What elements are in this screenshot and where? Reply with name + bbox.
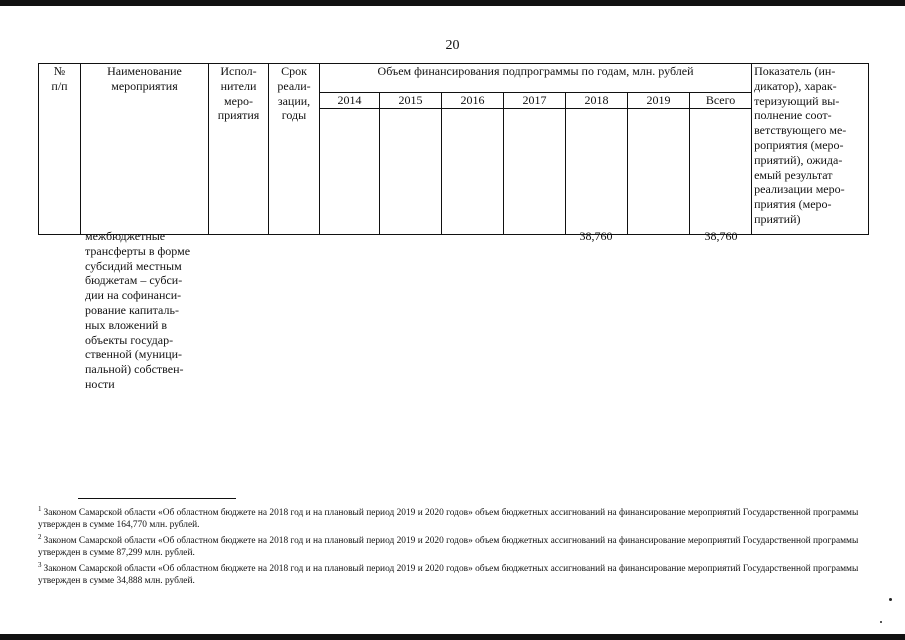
header-term: Срок реали- зации, годы — [269, 64, 320, 235]
scan-speck — [889, 598, 892, 601]
row-value-total: 38,760 — [704, 229, 738, 243]
funding-table — [38, 63, 869, 235]
header-row-1 — [39, 64, 869, 93]
header-num: № п/п — [39, 64, 81, 235]
page-number: 20 — [445, 38, 460, 53]
header-year-2015: 2015 — [380, 93, 442, 109]
header-year-2018: 2018 — [566, 93, 628, 109]
header-year-total: Всего — [690, 93, 752, 109]
scan-bottom-border — [0, 634, 905, 640]
footnotes — [38, 503, 868, 587]
header-indicator: Показатель (ин- дикатор), харак- теризующий вы- полнение соот- ветствующего ме- роприятия (меро- приятий), ожида- емый результат реализации меро- приятия (меро- приятий) — [752, 64, 869, 235]
header-year-2019: 2019 — [628, 93, 690, 109]
blank-cell — [442, 108, 504, 234]
footnote-1: $^1$ Законом Самарской области «Об областном бюджете на 2018 год и на плановый период 2019 и 2020 годов» объем бюджетных ассигнований на финансирование мероприятий Государственной программы утвержден в сумме 164,770 млн. рублей. — [38, 505, 859, 531]
blank-cell — [690, 108, 752, 234]
header-executor: Испол- нители меро- приятия — [209, 64, 269, 235]
blank-cell — [380, 108, 442, 234]
footnote-3: $^3$ Законом Самарской области «Об областном бюджете на 2018 год и на плановый период 2019 и 2020 годов» объем бюджетных ассигнований на финансирование мероприятий Государственной программы утвержден в сумме 34,888 млн. рублей. — [38, 561, 859, 587]
header-name: Наименование мероприятия — [81, 64, 209, 235]
table-row — [0, 229, 905, 399]
header-year-2014: 2014 — [320, 93, 380, 109]
blank-cell — [320, 108, 380, 234]
blank-cell — [566, 108, 628, 234]
row-description: межбюджетные трансферты в форме субсидий местным бюджетам – субси- дии на софинанси- рование капиталь- ных вложений в объекты государ- ственной (муници- пальной) собствен- ности — [85, 229, 191, 391]
header-funding: Объем финансирования подпрограммы по годам, млн. рублей — [320, 64, 752, 93]
header-year-2016: 2016 — [442, 93, 504, 109]
footnote-separator — [78, 498, 236, 499]
scan-top-border — [0, 0, 905, 6]
blank-cell — [504, 108, 566, 234]
row-value-2018: 38,760 — [579, 229, 613, 243]
footnote-2: $^2$ Законом Самарской области «Об областном бюджете на 2018 год и на плановый период 2019 и 2020 годов» объем бюджетных ассигнований на финансирование мероприятий Государственной программы утвержден в сумме 87,299 млн. рублей. — [38, 533, 859, 559]
header-year-2017: 2017 — [504, 93, 566, 109]
blank-cell — [628, 108, 690, 234]
scan-speck — [880, 621, 882, 623]
